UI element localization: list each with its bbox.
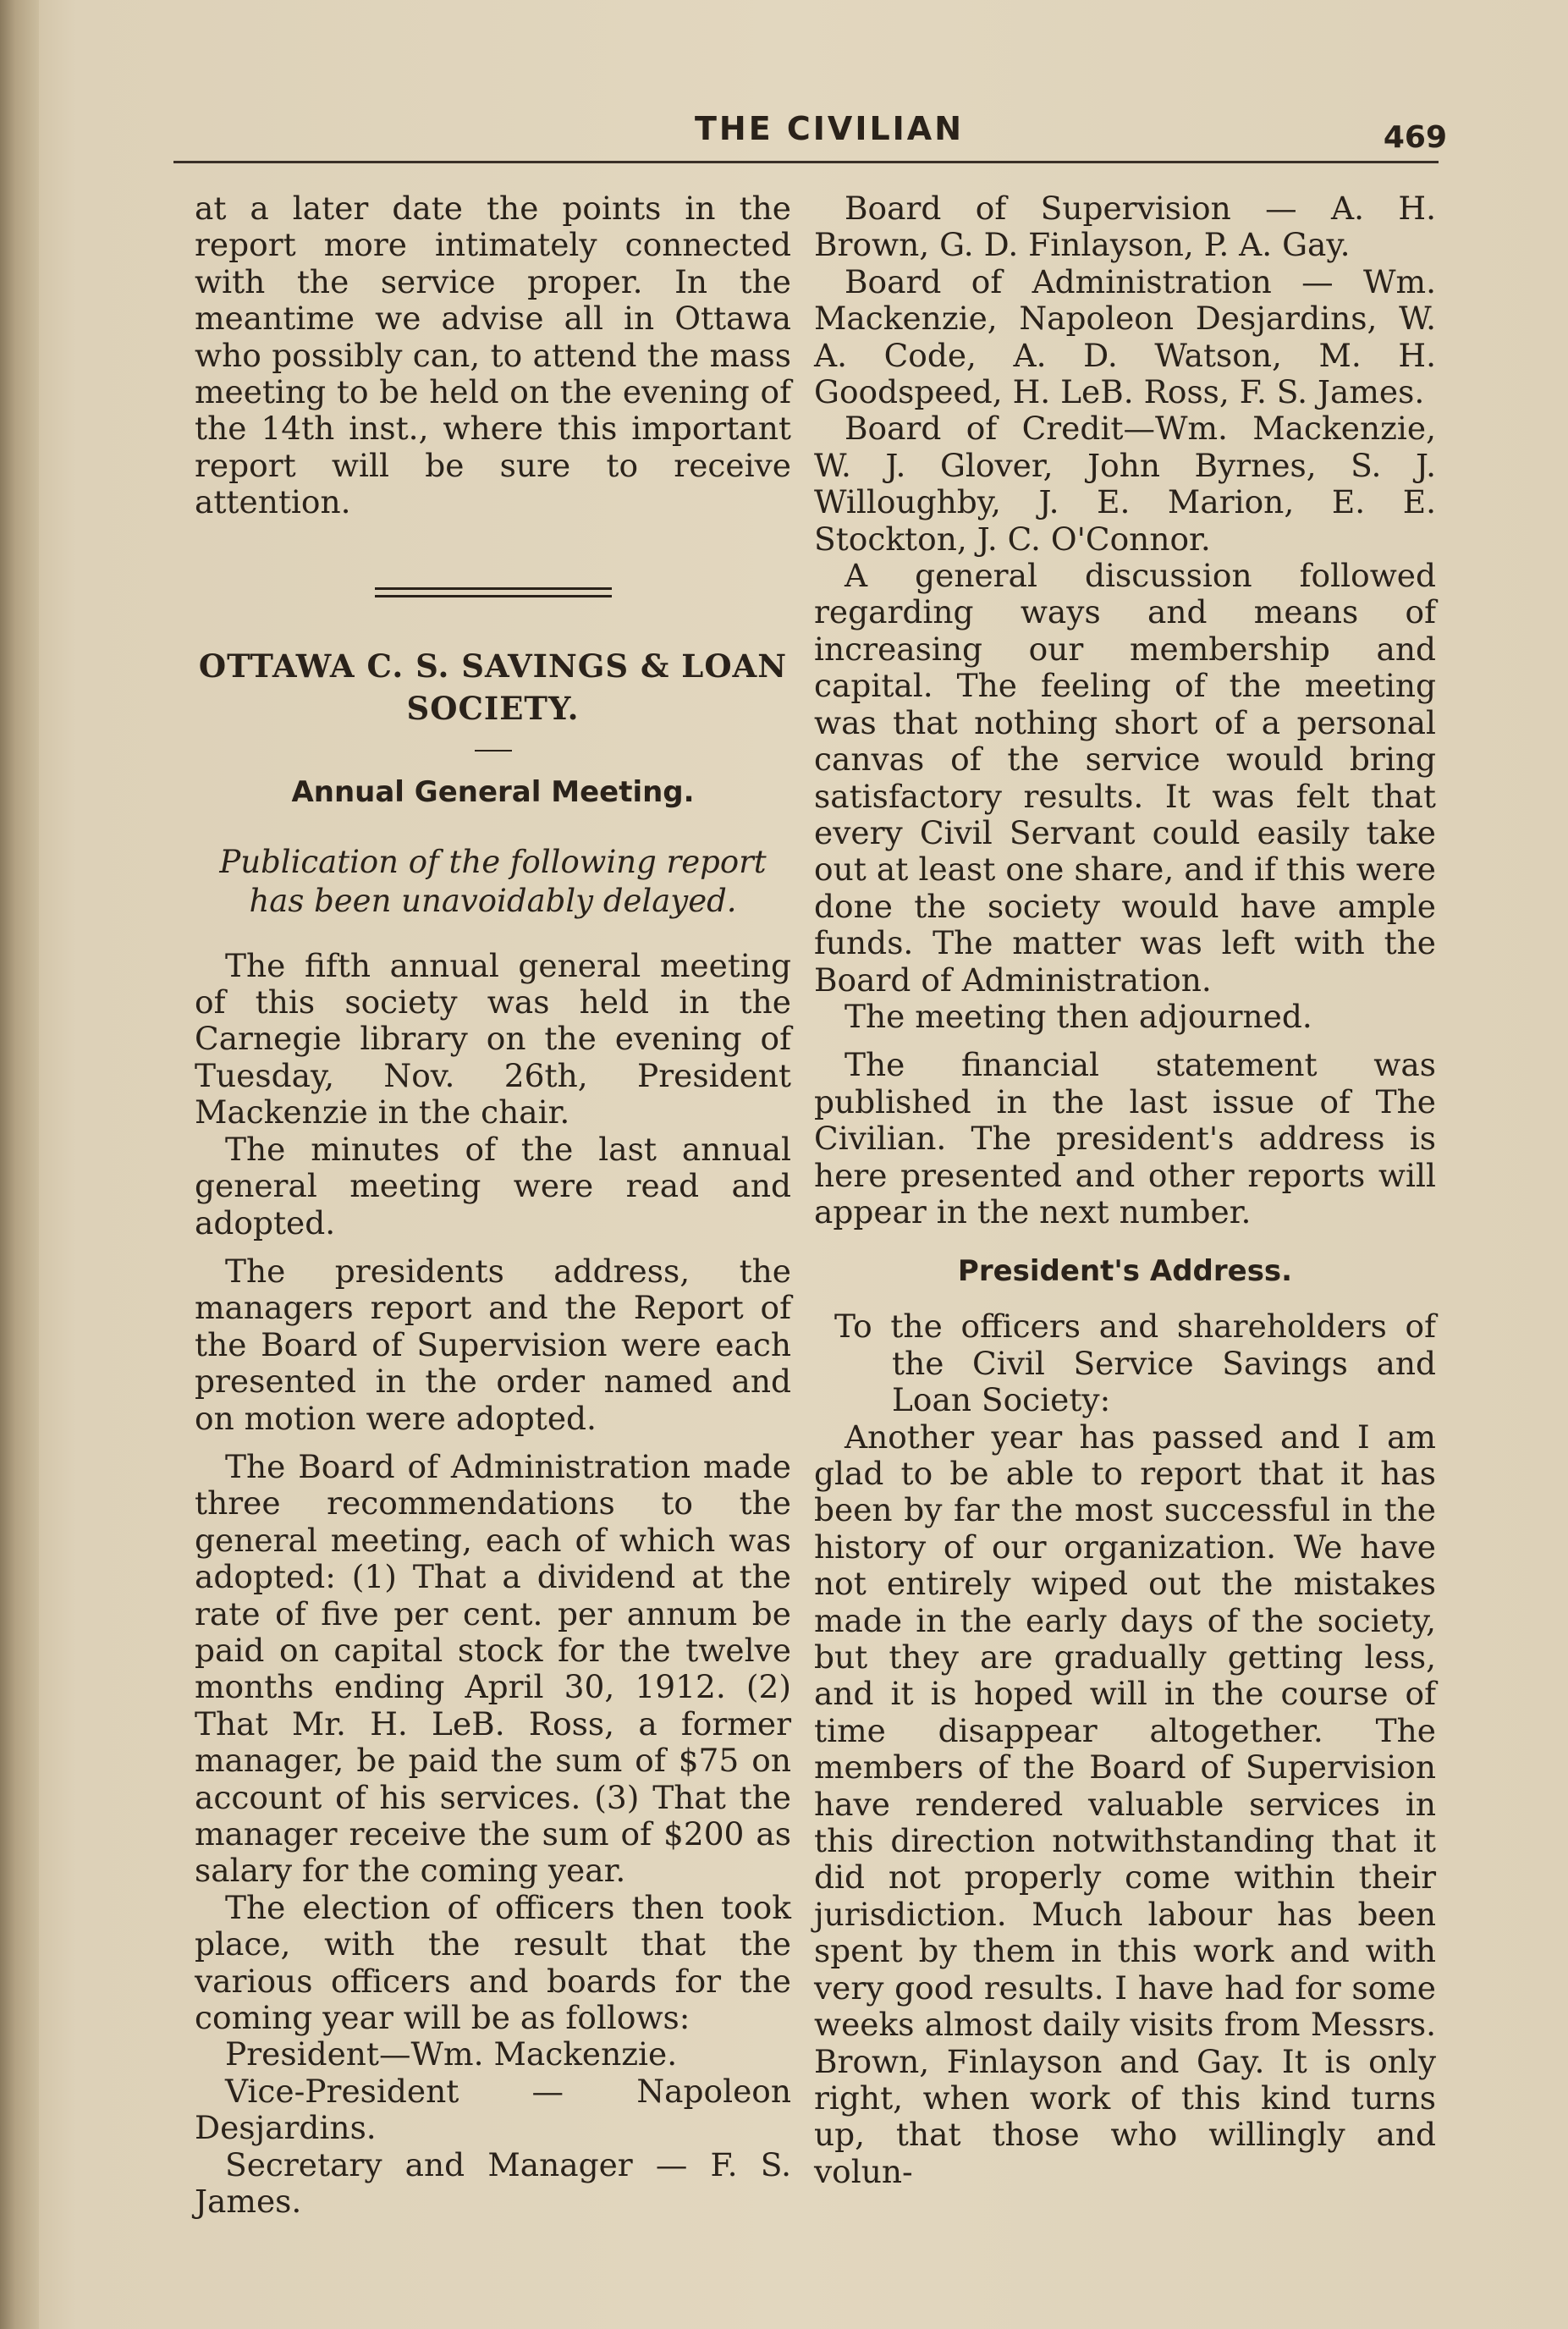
paragraph: A general discussion followed regarding ways and means of increasing our membership and capital. The feeling of the meeting was that nothing short of a personal canvas of the service would bring satisfactory results. It was felt that every Civil Servant could easily take out at least one share, and if this were done the society would have ample funds. The matter was left with the Board of Administration. [814,557,1436,999]
paragraph: The presidents address, the managers report and the Report of the Board of Supervision were each presented in the order named and on motion were adopted. [195,1252,791,1437]
officer-entry: President—Wm. Mackenzie. [225,2035,678,2073]
board-entry: Board of Supervision — A. H. Brown, G. D. Finlayson, P. A. Gay. [814,190,1436,264]
paragraph: The election of officers then took place, with the result that the various officers and boards for the coming year will be as follows: [195,1888,791,2037]
address-salutation: To the officers and shareholders of the Civil Service Savings and Loan Society: [834,1308,1436,1419]
paragraph: The Board of Administration made three recommendations to the general meeting, each of which was adopted: (1) That a dividend at the rate of five per cent. per annum be paid on capital stock for the twelve months ending April 30, 1912. (2) That Mr. H. LeB. Ross, a former manager, be paid the sum of $75 on account of his services. (3) That the manager receive the sum of $200 as salary for the coming year. [195,1447,791,1890]
title-dash [475,750,512,752]
address-subhead: President's Address. [957,1254,1293,1289]
paragraph: The financial statement was published in the last issue of The Civilian. The president's address is here presented and other reports will appear in the next number. [814,1046,1436,1231]
paragraph: The minutes of the last annual general meeting were read and adopted. [195,1130,791,1242]
left-column [195,190,791,2220]
binding-edge [0,0,39,2329]
article-title-line-2: SOCIETY. [406,689,580,727]
running-head: THE CIVILIAN [694,110,965,147]
page-number: 469 [1383,120,1447,155]
header-rule [173,161,1439,163]
address-body: Another year has passed and I am glad to be able to report that it has been by far the most successful in the history of our organization. We have not entirely wiped out the mistakes made in the early days of the society, but they are gradually getting less, and it is hoped will in the course of time disappear altogether. The members of the Board of Supervision have rendered valuable services in this direction notwithstanding that it did not properly come within their jurisdiction. Much labour has been spent by them in this work and with very good results. I have had for some weeks almost daily visits from Messrs. Brown, Finlayson and Gay. It is only right, when work of this kind turns up, that those who willingly and volun- [814,1418,1436,2190]
board-entry: Board of Credit—Wm. Mackenzie, W. J. Glover, John Byrnes, S. J. Willoughby, J. E. Marion, E. E. Stockton, J. C. O'Connor. [814,410,1436,558]
officer-entry: Secretary and Manager — F. S. James. [195,2145,791,2221]
editorial-note-line-1: Publication of the following report [219,843,767,880]
paragraph: The meeting then adjourned. [845,997,1312,1035]
officer-entry: Vice-President — Napoleon Desjardins. [195,2072,791,2147]
editorial-note-line-2: has been unavoidably delayed. [249,882,737,919]
article-subhead: Annual General Meeting. [291,774,695,809]
board-entry: Board of Administration — Wm. Mackenzie, Napoleon Desjardins, W. A. Code, A. D. Watson, M. H. Goodspeed, H. LeB. Ross, F. S. James. [814,262,1436,411]
section-divider [375,587,612,597]
editorial-note [195,843,791,921]
meeting-report [195,948,791,2221]
article-title-line-1: OTTAWA C. S. SAVINGS & LOAN [198,647,788,685]
paragraph: The fifth annual general meeting of this society was held in the Carnegie library on the evening of Tuesday, Nov. 26th, President Mackenzie in the chair. [195,946,791,1131]
continued-paragraph: at a later date the points in the report more intimately connected with the service proper. In the meantime we advise all in Ottawa who possibly can, to attend the mass meeting to be held on the evening of the 14th inst., where this important report will be sure to receive attention. [195,190,791,521]
right-column [814,190,1436,2190]
article-title [195,645,791,730]
